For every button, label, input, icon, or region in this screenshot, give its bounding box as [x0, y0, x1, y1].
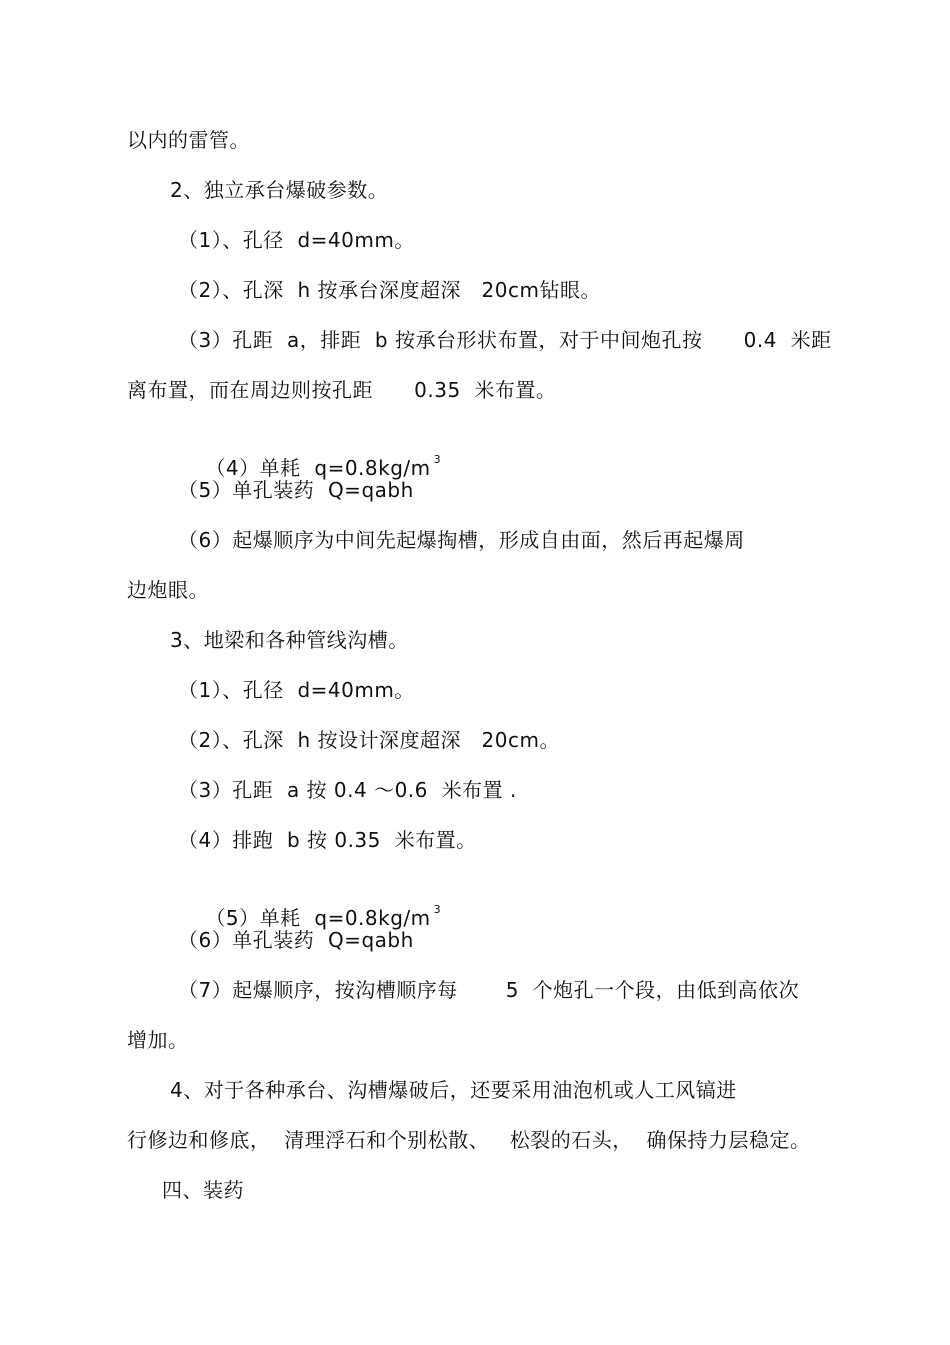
superscript-3: 3: [433, 903, 442, 916]
text-line-10: 边炮眼。: [127, 578, 209, 602]
section-heading-2: 2、独立承台爆破参数。: [170, 178, 389, 202]
section-heading-loading: 四、装药: [162, 1178, 244, 1202]
text-line-3: （1）、孔径 d=40mm。: [178, 228, 415, 252]
superscript-3: 3: [433, 453, 442, 466]
text-line-1: 以内的雷管。: [127, 128, 250, 152]
text-line-6: 离布置，而在周边则按孔距 0.35 米布置。: [127, 378, 557, 402]
text-line-4: （2）、孔深 h 按承台深度超深 20cm钻眼。: [178, 278, 601, 302]
text-line-18: （7）起爆顺序，按沟槽顺序每 5 个炮孔一个段，由低到高依次: [178, 978, 800, 1002]
text-line-8: （5）单孔装药 Q=qabh: [178, 478, 414, 502]
text-line-19: 增加。: [127, 1028, 189, 1052]
text-line-21: 行修边和修底， 清理浮石和个别松散、 松裂的石头， 确保持力层稳定。: [127, 1128, 811, 1152]
text-line-16-body: （5）单耗 q=0.8kg/m: [205, 906, 431, 930]
text-line-7-body: （4）单耗 q=0.8kg/m: [205, 456, 431, 480]
text-line-14: （3）孔距 a 按 0.4 ～0.6 米布置 .: [178, 778, 517, 802]
text-line-9: （6）起爆顺序为中间先起爆掏槽，形成自由面，然后再起爆周: [178, 528, 745, 552]
text-line-12: （1）、孔径 d=40mm。: [178, 678, 415, 702]
text-line-13: （2）、孔深 h 按设计深度超深 20cm。: [178, 728, 560, 752]
text-line-17: （6）单孔装药 Q=qabh: [178, 928, 414, 952]
text-line-15: （4）排跑 b 按 0.35 米布置。: [178, 828, 477, 852]
text-line-5: （3）孔距 a，排距 b 按承台形状布置，对于中间炮孔按 0.4 米距: [178, 328, 832, 352]
section-heading-4: 4、对于各种承台、沟槽爆破后，还要采用油泡机或人工风镐进: [170, 1078, 737, 1102]
section-heading-3: 3、地梁和各种管线沟槽。: [170, 628, 409, 652]
